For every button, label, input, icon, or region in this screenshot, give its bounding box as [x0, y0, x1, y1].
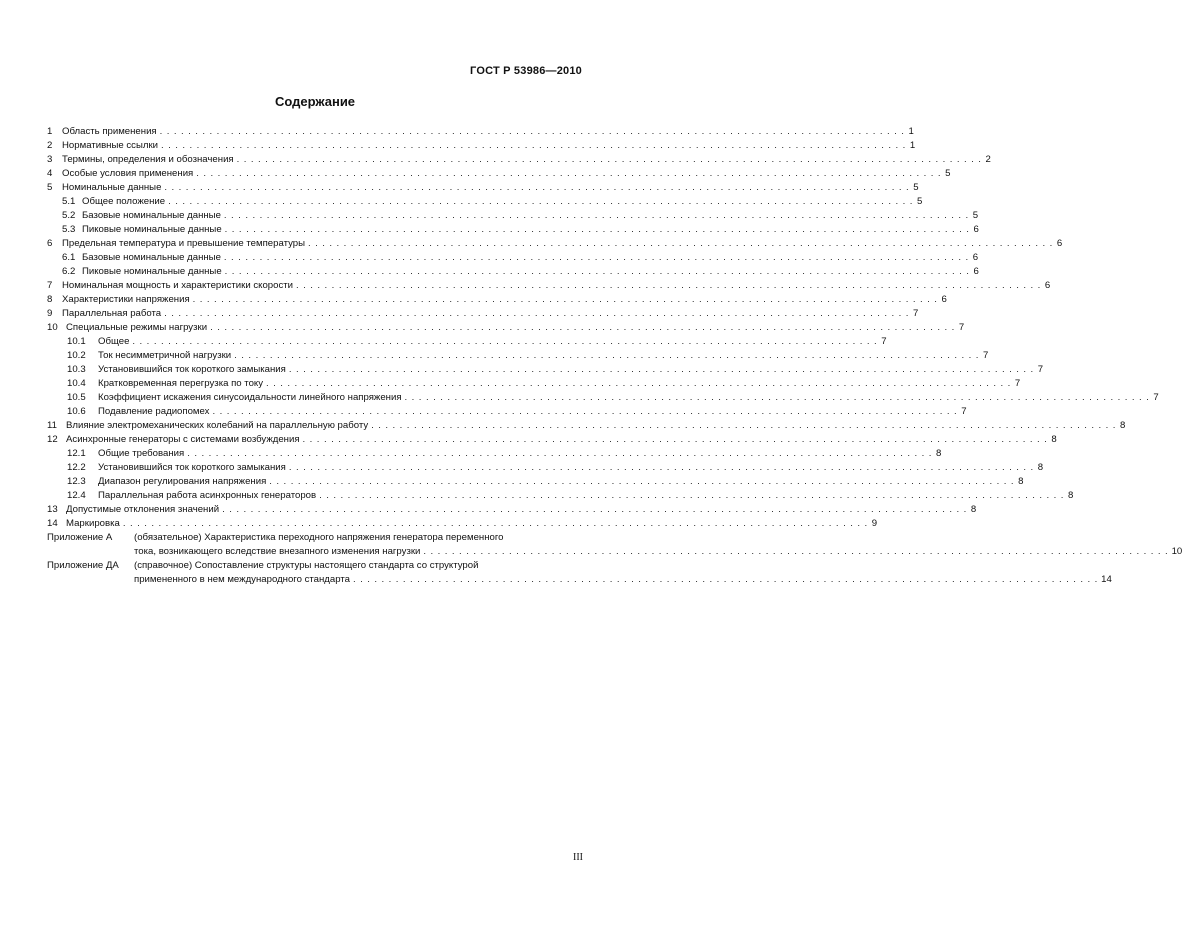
- table-of-contents: [47, 125, 1182, 587]
- toc-leader-dots: [269, 475, 1014, 489]
- toc-entry-page: 7: [912, 308, 919, 319]
- toc-entry: [47, 279, 1051, 293]
- toc-entry-title: Пиковые номинальные данные: [82, 224, 222, 235]
- standard-number-header: ГОСТ Р 53986—2010: [470, 65, 582, 77]
- toc-leader-dots: [161, 139, 906, 153]
- toc-leader-dots: [225, 265, 970, 279]
- toc-entry-page: 7: [958, 322, 965, 333]
- toc-entry-number: 4: [47, 168, 53, 179]
- toc-entry-page: 6: [973, 224, 979, 235]
- toc-entry-page: 7: [881, 336, 887, 347]
- toc-entry-number: 2: [47, 140, 53, 151]
- toc-entry-title: Базовые номинальные данные: [82, 252, 221, 263]
- toc-entry-page: 8: [1018, 476, 1024, 487]
- toc-entry-page: 2: [985, 154, 991, 165]
- toc-entry-page: 8: [1037, 462, 1044, 473]
- toc-leader-dots: [289, 363, 1034, 377]
- toc-entry-page: 5: [913, 182, 919, 193]
- toc-entry: [47, 335, 887, 349]
- toc-entry: [47, 475, 1024, 489]
- appendix-label: Приложение А: [47, 532, 113, 543]
- toc-entry-title: Асинхронные генераторы с системами возбуждения: [66, 434, 300, 445]
- toc-entry-number: 12.1: [67, 448, 86, 459]
- toc-entry: [47, 391, 1159, 405]
- toc-entry-title: Особые условия применения: [62, 168, 194, 179]
- appendix-line-1: (обязательное) Характеристика переходного напряжения генератора переменного: [134, 532, 504, 543]
- toc-leader-dots: [266, 377, 1011, 391]
- appendix-body: [134, 559, 1112, 587]
- toc-leader-dots: [224, 209, 969, 223]
- toc-leader-dots: [160, 125, 905, 139]
- toc-entry-page: 8: [1067, 490, 1074, 501]
- toc-entry-number: 10.2: [67, 350, 86, 361]
- toc-entry-number: 5.3: [62, 224, 76, 235]
- toc-entry-page: 7: [1037, 364, 1044, 375]
- toc-entry-number: 12.3: [67, 476, 86, 487]
- toc-entry: [47, 377, 1021, 391]
- toc-entry-title: Допустимые отклонения значений: [66, 504, 220, 515]
- toc-entry-number: 12: [47, 434, 58, 445]
- toc-entry-title: Маркировка: [66, 518, 120, 529]
- appendix-line-2: [134, 545, 1182, 559]
- toc-entry: [47, 419, 1126, 433]
- toc-appendix: [47, 559, 1112, 587]
- toc-appendix: [47, 531, 1182, 559]
- toc-leader-dots: [193, 293, 938, 307]
- toc-leader-dots: [423, 545, 1168, 559]
- toc-entry-page: 8: [1051, 434, 1057, 445]
- toc-entry-number: 10.3: [67, 364, 86, 375]
- toc-entry-number: 9: [47, 308, 53, 319]
- toc-entry-number: 6: [47, 238, 53, 249]
- appendix-page: 10: [1171, 546, 1182, 557]
- toc-entry-page: 6: [972, 252, 979, 263]
- toc-entry: [47, 447, 942, 461]
- toc-entry-page: 6: [1044, 280, 1051, 291]
- appendix-line-1: (справочное) Сопоставление структуры настоящего стандарта со структурой: [134, 560, 479, 571]
- toc-entry-number: 10.6: [67, 406, 86, 417]
- toc-leader-dots: [353, 573, 1098, 587]
- toc-entry-page: 5: [916, 196, 923, 207]
- toc-entry: [47, 139, 916, 153]
- toc-entry-title: Специальные режимы нагрузки: [66, 322, 208, 333]
- toc-entry-title: Пиковые номинальные данные: [82, 266, 222, 277]
- appendix-title-end: примененного в нем международного стандарта: [134, 574, 350, 585]
- toc-leader-dots: [405, 391, 1150, 405]
- toc-entry: [47, 125, 914, 139]
- toc-entry-title: Установившийся ток короткого замыкания: [98, 462, 286, 473]
- toc-entry: [47, 195, 923, 209]
- toc-leader-dots: [196, 167, 941, 181]
- toc-entry-number: 10.1: [67, 336, 86, 347]
- toc-title: Содержание: [274, 94, 356, 109]
- toc-entry: [47, 265, 979, 279]
- toc-entry-number: 6.2: [62, 266, 76, 277]
- toc-entry: [47, 503, 977, 517]
- toc-entry-title: Общие требования: [98, 448, 185, 459]
- toc-entry-number: 10.5: [67, 392, 86, 403]
- toc-entry-title: Кратковременная перегрузка по току: [98, 378, 264, 389]
- toc-leader-dots: [371, 419, 1116, 433]
- toc-entry-page: 1: [909, 140, 916, 151]
- toc-entry: [47, 405, 967, 419]
- toc-entry-page: 6: [941, 294, 947, 305]
- toc-entry-title: Термины, определения и обозначения: [62, 154, 234, 165]
- toc-entry: [47, 181, 919, 195]
- toc-entry-page: 5: [972, 210, 979, 221]
- toc-entry-page: 8: [936, 448, 942, 459]
- toc-entry-page: 7: [1014, 378, 1021, 389]
- toc-leader-dots: [237, 153, 982, 167]
- toc-entry-page: 1: [908, 126, 914, 137]
- toc-leader-dots: [289, 461, 1034, 475]
- toc-leader-dots: [164, 307, 909, 321]
- toc-entry-number: 10.4: [67, 378, 86, 389]
- toc-leader-dots: [168, 195, 913, 209]
- toc-entry-number: 3: [47, 154, 53, 165]
- toc-entry-title: Базовые номинальные данные: [82, 210, 221, 221]
- toc-leader-dots: [234, 349, 979, 363]
- toc-entries: [47, 125, 1159, 531]
- toc-entry: [47, 153, 991, 167]
- toc-leader-dots: [212, 405, 957, 419]
- appendix-page: 14: [1101, 574, 1112, 585]
- toc-entry: [47, 223, 979, 237]
- toc-entry-page: 7: [961, 406, 967, 417]
- toc-entry: [47, 461, 1044, 475]
- toc-entry-number: 11: [47, 420, 57, 431]
- toc-entry-title: Параллельная работа: [62, 308, 162, 319]
- toc-entry-title: Характеристики напряжения: [62, 294, 190, 305]
- toc-entry-title: Влияние электромеханических колебаний на параллельную работу: [66, 420, 369, 431]
- toc-entry-title: Установившийся ток короткого замыкания: [98, 364, 286, 375]
- toc-leader-dots: [164, 181, 909, 195]
- toc-entry-title: Коэффициент искажения синусоидальности линейного напряжения: [98, 392, 402, 403]
- toc-entry-number: 5.1: [62, 196, 76, 207]
- toc-entry-page: 8: [1120, 420, 1126, 431]
- toc-entry-number: 6.1: [62, 252, 76, 263]
- toc-entry-title: Номинальная мощность и характеристики скорости: [62, 280, 294, 291]
- toc-entry: [47, 489, 1074, 503]
- toc-entry: [47, 251, 979, 265]
- toc-entry: [47, 363, 1044, 377]
- toc-entry-page: 7: [983, 350, 989, 361]
- toc-leader-dots: [123, 517, 868, 531]
- toc-leader-dots: [222, 503, 967, 517]
- toc-entry: [47, 349, 989, 363]
- toc-entry: [47, 307, 919, 321]
- toc-entry-number: 14: [47, 518, 58, 529]
- page-folio: III: [573, 852, 583, 863]
- toc-entry: [47, 237, 1063, 251]
- toc-leader-dots: [296, 279, 1041, 293]
- toc-entry-number: 5: [47, 182, 53, 193]
- toc-entry: [47, 433, 1057, 447]
- toc-entry-number: 12.2: [67, 462, 86, 473]
- toc-appendices: [47, 531, 1182, 587]
- toc-entry-page: 7: [1153, 392, 1159, 403]
- toc-entry-number: 8: [47, 294, 53, 305]
- toc-entry: [47, 167, 951, 181]
- toc-entry-number: 7: [47, 280, 53, 291]
- toc-entry-title: Подавление радиопомех: [98, 406, 210, 417]
- toc-entry: [47, 293, 947, 307]
- toc-entry-number: 5.2: [62, 210, 76, 221]
- toc-entry-number: 13: [47, 504, 58, 515]
- toc-entry: [47, 209, 979, 223]
- appendix-label: Приложение ДА: [47, 560, 119, 571]
- toc-entry-title: Нормативные ссылки: [62, 140, 159, 151]
- toc-entry-title: Общее положение: [82, 196, 166, 207]
- toc-entry-title: Область применения: [62, 126, 157, 137]
- toc-entry-number: 12.4: [67, 490, 86, 501]
- toc-entry-page: 6: [973, 266, 979, 277]
- toc-leader-dots: [132, 335, 877, 349]
- toc-entry-title: Параллельная работа асинхронных генераторов: [98, 490, 317, 501]
- toc-entry-title: Диапазон регулирования напряжения: [98, 476, 267, 487]
- appendix-title-end: тока, возникающего вследствие внезапного изменения нагрузки: [134, 546, 421, 557]
- appendix-line-2: [134, 573, 1112, 587]
- toc-entry-page: 8: [970, 504, 977, 515]
- toc-entry-title: Общее: [98, 336, 130, 347]
- toc-entry-number: 10: [47, 322, 58, 333]
- toc-entry-number: 1: [47, 126, 53, 137]
- toc-leader-dots: [187, 447, 932, 461]
- toc-entry: [47, 517, 878, 531]
- toc-entry-title: Ток несимметричной нагрузки: [98, 350, 232, 361]
- toc-leader-dots: [319, 489, 1064, 503]
- toc-entry-title: Номинальные данные: [62, 182, 162, 193]
- toc-entry-page: 9: [871, 518, 878, 529]
- toc-entry-page: 6: [1056, 238, 1063, 249]
- toc-entry-title: Предельная температура и превышение температуры: [62, 238, 306, 249]
- toc-entry: [47, 321, 965, 335]
- toc-leader-dots: [303, 433, 1048, 447]
- toc-leader-dots: [224, 251, 969, 265]
- toc-leader-dots: [210, 321, 955, 335]
- appendix-body: [134, 531, 1182, 559]
- toc-entry-page: 5: [945, 168, 951, 179]
- toc-leader-dots: [308, 237, 1053, 251]
- toc-leader-dots: [225, 223, 970, 237]
